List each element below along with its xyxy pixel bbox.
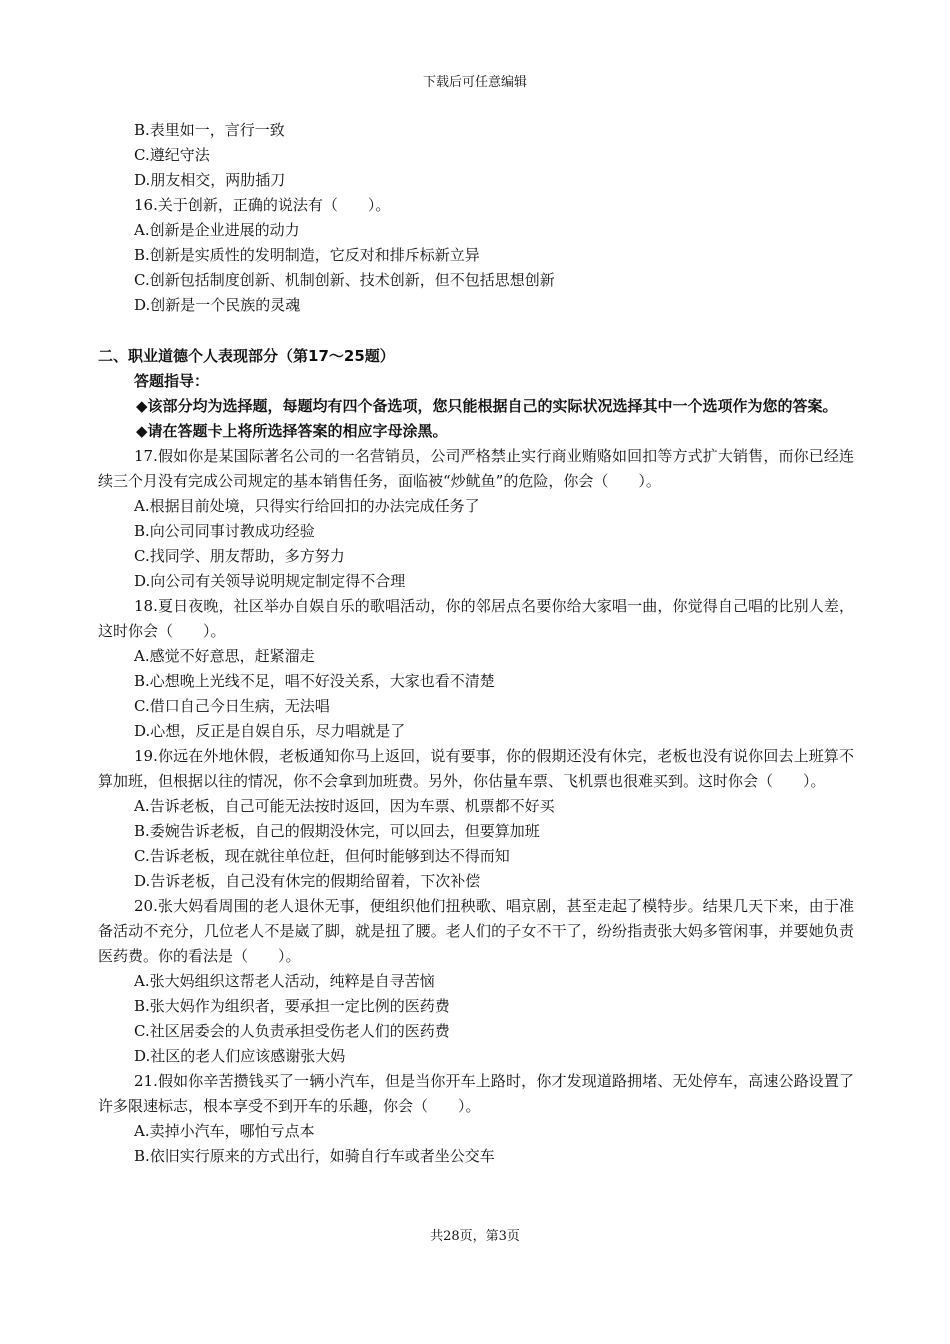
diamond-bullet-icon: ◆ <box>136 422 148 440</box>
q20-option-d: D.社区的老人们应该感谢张大妈 <box>134 1047 346 1065</box>
guide-bullet-2-text: 请在答题卡上将所选择答案的相应字母涂黑。 <box>147 422 448 440</box>
guide-bullet-1 <box>98 394 854 419</box>
q19-stem: 19.你远在外地休假，老板通知你马上返回，说有要事，你的假期还没有休完，老板也没有说你回去上班算不算加班，但根据以往的情况，你不会拿到加班费。另外，你估量车票、飞机票也很难买到。这时你会（ ）。 <box>98 747 854 790</box>
q16-stem: 16.关于创新，正确的说法有（ ）。 <box>134 196 391 214</box>
q19-option-c: C.告诉老板，现在就往单位赶，但何时能够到达不得而知 <box>134 847 510 865</box>
q16-option-d: D.创新是一个民族的灵魂 <box>134 296 301 314</box>
page-header: 下载后可任意编辑 <box>422 75 527 90</box>
guide-title: 答题指导： <box>134 372 210 390</box>
q15-option-d: D.朋友相交，两肋插刀 <box>134 171 286 189</box>
q15-option-c: C.遵纪守法 <box>134 146 210 164</box>
q18-option-d: D.心想，反正是自娱自乐，尽力唱就是了 <box>134 722 406 740</box>
q20-option-c: C.社区居委会的人负责承担受伤老人们的医药费 <box>134 1022 450 1040</box>
q15-option-b: B.表里如一，言行一致 <box>134 121 285 139</box>
guide-bullet-2 <box>98 419 854 444</box>
q16-option-b: B.创新是实质性的发明制造，它反对和排斥标新立异 <box>134 246 480 264</box>
page-footer: 共28页，第3页 <box>430 1229 520 1244</box>
q16-option-c: C.创新包括制度创新、机制创新、技术创新，但不包括思想创新 <box>134 271 555 289</box>
q18-stem: 18.夏日夜晚，社区举办自娱自乐的歌唱活动，你的邻居点名要你给大家唱一曲，你觉得自己唱的比别人差，这时你会（ ）。 <box>98 597 854 640</box>
q16-option-a: A.创新是企业进展的动力 <box>134 221 300 239</box>
page-content <box>98 118 854 1169</box>
q17-option-a: A.根据目前处境，只得实行给回扣的办法完成任务了 <box>134 497 480 515</box>
q17-option-d: D.向公司有关领导说明规定制定得不合理 <box>134 572 406 590</box>
q17-stem: 17.假如你是某国际著名公司的一名营销员，公司严格禁止实行商业贿赂如回扣等方式扩大销售，而你已经连续三个月没有完成公司规定的基本销售任务，面临被“炒鱿鱼”的危险，你会（ ）。 <box>98 447 854 490</box>
q20-option-a: A.张大妈组织这帮老人活动，纯粹是自寻苦恼 <box>134 972 435 990</box>
section-title: 二、职业道德个人表现部分（第17～25题） <box>98 347 395 365</box>
q20-stem: 20.张大妈看周围的老人退休无事，便组织他们扭秧歌、唱京剧，甚至走起了模特步。结果几天下来，由于准备活动不充分，几位老人不是崴了脚，就是扭了腰。老人们的子女不干了，纷纷指责张大妈多管闲事，并要她负责医药费。你的看法是（ ）。 <box>98 897 854 965</box>
q21-option-b: B.依旧实行原来的方式出行，如骑自行车或者坐公交车 <box>134 1147 495 1165</box>
q18-option-c: C.借口自己今日生病，无法唱 <box>134 697 330 715</box>
q19-option-b: B.委婉告诉老板，自己的假期没休完，可以回去，但要算加班 <box>134 822 540 840</box>
q18-option-a: A.感觉不好意思，赶紧溜走 <box>134 647 315 665</box>
q18-option-b: B.心想晚上光线不足，唱不好没关系，大家也看不清楚 <box>134 672 495 690</box>
q19-option-d: D.告诉老板，自己没有休完的假期给留着，下次补偿 <box>134 872 481 890</box>
guide-bullet-1-text: 该部分均为选择题，每题均有四个备选项，您只能根据自己的实际状况选择其中一个选项作为您的答案。 <box>147 397 838 415</box>
q21-option-a: A.卖掉小汽车，哪怕亏点本 <box>134 1122 315 1140</box>
q19-option-a: A.告诉老板，自己可能无法按时返回，因为车票、机票都不好买 <box>134 797 555 815</box>
q21-stem: 21.假如你辛苦攒钱买了一辆小汽车，但是当你开车上路时，你才发现道路拥堵、无处停车，高速公路设置了许多限速标志，根本享受不到开车的乐趣，你会（ ）。 <box>98 1072 854 1115</box>
q17-option-c: C.找同学、朋友帮助，多方努力 <box>134 547 345 565</box>
diamond-bullet-icon: ◆ <box>136 397 148 415</box>
q20-option-b: B.张大妈作为组织者，要承担一定比例的医药费 <box>134 997 450 1015</box>
q17-option-b: B.向公司同事讨教成功经验 <box>134 522 315 540</box>
